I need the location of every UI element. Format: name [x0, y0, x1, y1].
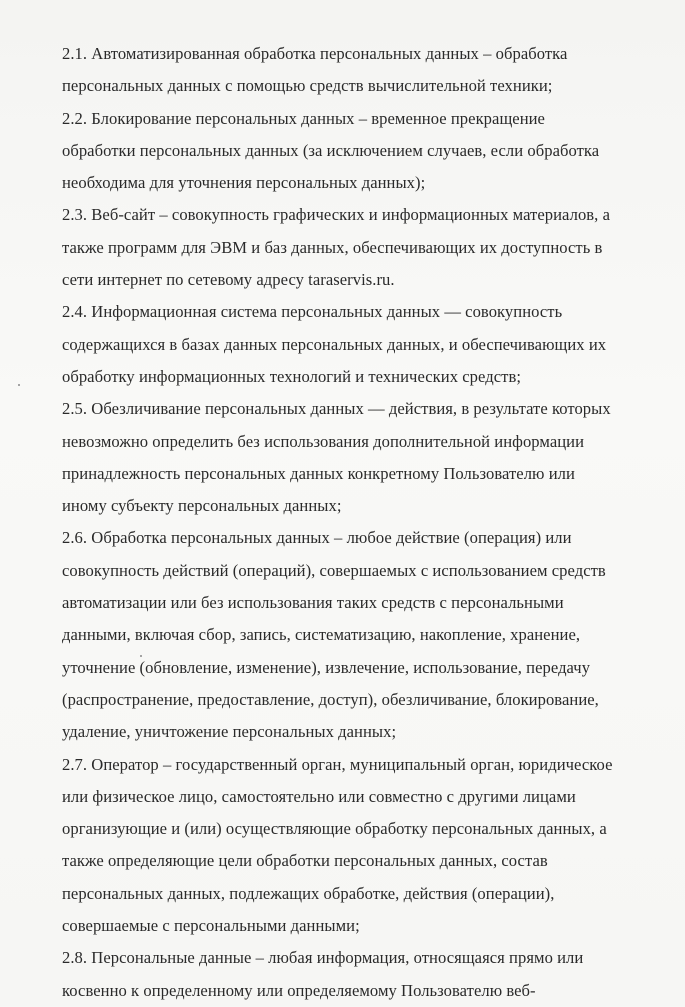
scan-speck: [18, 384, 20, 386]
text-line: обработку информационных технологий и технических средств;: [62, 366, 521, 386]
text-line: 2.8. Персональные данные – любая информация, относящаяся прямо или: [62, 948, 584, 968]
text-line: персональных данных с помощью средств вычислительной техники;: [62, 76, 553, 96]
text-line: невозможно определить без использования дополнительной информации: [62, 431, 585, 451]
text-line: также определяющие цели обработки персональных данных, состав: [62, 851, 548, 871]
text-line: принадлежность персональных данных конкретному Пользователю или: [62, 463, 575, 483]
text-line: совокупность действий (операций), совершаемых с использованием средств: [62, 560, 606, 580]
text-line: совершаемые с персональными данными;: [62, 916, 360, 936]
text-line: 2.7. Оператор – государственный орган, муниципальный орган, юридическое: [62, 754, 613, 774]
text-line: уточнение (обновление, изменение), извлечение, использование, передачу: [62, 657, 591, 677]
text-line: также программ для ЭВМ и баз данных, обеспечивающих их доступность в: [62, 237, 603, 257]
text-line: 2.3. Веб-сайт – совокупность графических и информационных материалов, а: [62, 205, 610, 225]
text-line: 2.4. Информационная система персональных данных — совокупность: [62, 302, 563, 322]
text-line: автоматизации или без использования таких средств с персональными: [62, 593, 564, 613]
text-line: 2.5. Обезличивание персональных данных — действия, в результате которых: [62, 399, 611, 419]
text-line: или физическое лицо, самостоятельно или совместно с другими лицами: [62, 786, 576, 806]
text-line: содержащихся в базах данных персональных данных, и обеспечивающих их: [62, 334, 607, 354]
document-body: [62, 38, 674, 1007]
text-line: удаление, уничтожение персональных данных;: [62, 722, 397, 742]
text-line: иному субъекту персональных данных;: [62, 496, 342, 516]
text-line: 2.6. Обработка персональных данных – любое действие (операция) или: [62, 528, 572, 548]
text-line: сети интернет по сетевому адресу taraservis.ru.: [62, 270, 395, 290]
text-line: косвенно к определенному или определяемому Пользователю веб-: [62, 980, 536, 1000]
text-line: необходима для уточнения персональных данных);: [62, 173, 426, 193]
text-line: 2.1. Автоматизированная обработка персональных данных – обработка: [62, 44, 568, 63]
text-line: данными, включая сбор, запись, систематизацию, накопление, хранение,: [62, 625, 581, 645]
text-line: 2.2. Блокирование персональных данных – временное прекращение: [62, 108, 545, 128]
text-line: персональных данных, подлежащих обработке, действия (операции),: [62, 883, 555, 903]
text-line: организующие и (или) осуществляющие обработку персональных данных, а: [62, 819, 607, 839]
text-line: обработки персональных данных (за исключением случаев, если обработка: [62, 140, 600, 160]
text-line: (распространение, предоставление, доступ), обезличивание, блокирование,: [62, 689, 599, 709]
